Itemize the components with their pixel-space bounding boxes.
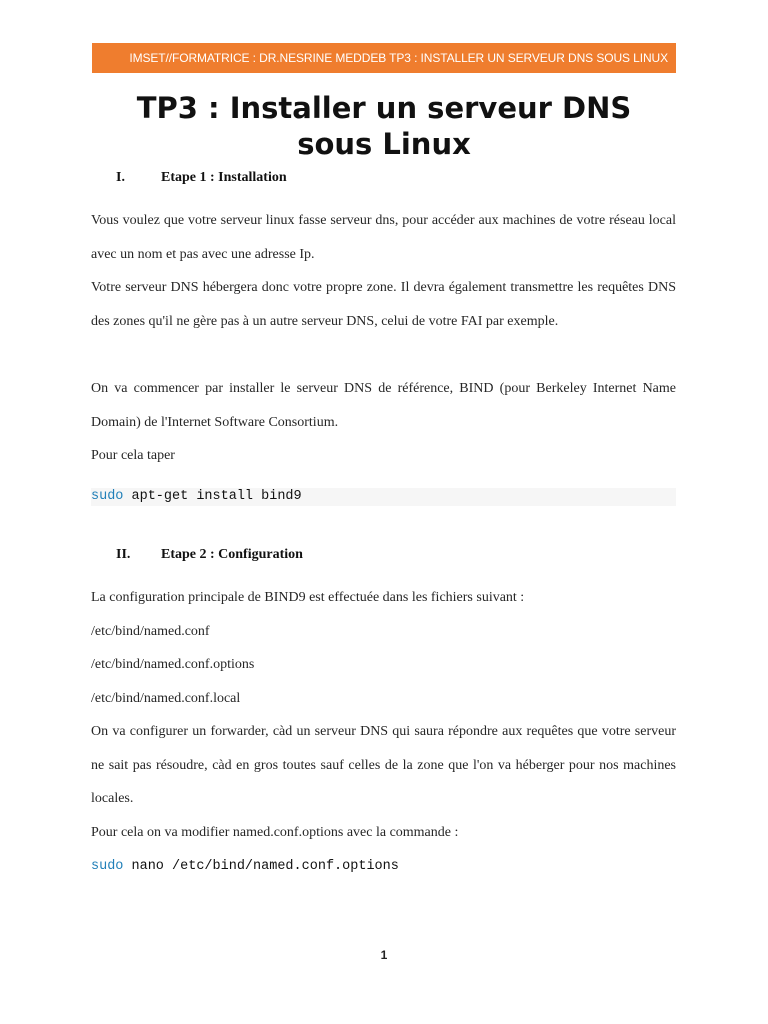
section-2-paragraph-2: Pour cela on va modifier named.conf.options avec la commande : [91,825,459,840]
section-1-title: Etape 1 : Installation [161,170,287,185]
config-file-path: /etc/bind/named.conf.options [91,657,255,672]
section-2-paragraph-1: On va configurer un forwarder, càd un serveur DNS qui saura répondre aux requêtes que votre serveur ne sait pas résoudre, càd en gros toutes sauf celles de la zone que l'on va héberger pour nos machines locales. [91,724,676,807]
install-command-code [91,488,676,506]
code-keyword-sudo: sudo [91,489,124,504]
section-1-number: I. [116,170,125,185]
section-1-paragraph-2: Votre serveur DNS hébergera donc votre propre zone. Il devra également transmettre les requêtes DNS des zones qu'il ne gère pas à un autre serveur DNS, celui de votre FAI par exemple. [91,280,676,329]
section-2-number: II. [116,547,131,562]
document-title [92,90,676,162]
config-file-path: /etc/bind/named.conf [91,624,210,639]
code-command-text: nano /etc/bind/named.conf.options [123,859,399,874]
section-1-heading [116,170,287,186]
header-text: IMSET//FORMATRICE : DR.NESRINE MEDDEB TP3 : INSTALLER UN SERVEUR DNS SOUS LINUX [129,51,668,65]
section-1-paragraph-4: Pour cela taper [91,448,175,463]
page-number: 1 [380,948,388,962]
section-1-paragraph-1: Vous voulez que votre serveur linux fasse serveur dns, pour accéder aux machines de votre réseau local avec un nom et pas avec une adresse Ip. [91,213,676,262]
section-2-intro: La configuration principale de BIND9 est effectuée dans les fichiers suivant : [91,590,525,605]
config-file-path: /etc/bind/named.conf.local [91,691,241,706]
section-1-paragraph-3: On va commencer par installer le serveur DNS de référence, BIND (pour Berkeley Internet Name Domain) de l'Internet Software Consortium. [91,381,676,430]
section-2-heading [116,547,303,563]
section-2-title: Etape 2 : Configuration [161,547,303,562]
nano-command-code [91,858,676,876]
title-line-1: TP3 : Installer un serveur DNS [136,91,632,125]
code-command-text: apt-get install bind9 [123,489,302,504]
page-header-banner [92,43,676,73]
code-keyword-sudo: sudo [91,859,124,874]
title-line-2: sous Linux [297,127,471,161]
